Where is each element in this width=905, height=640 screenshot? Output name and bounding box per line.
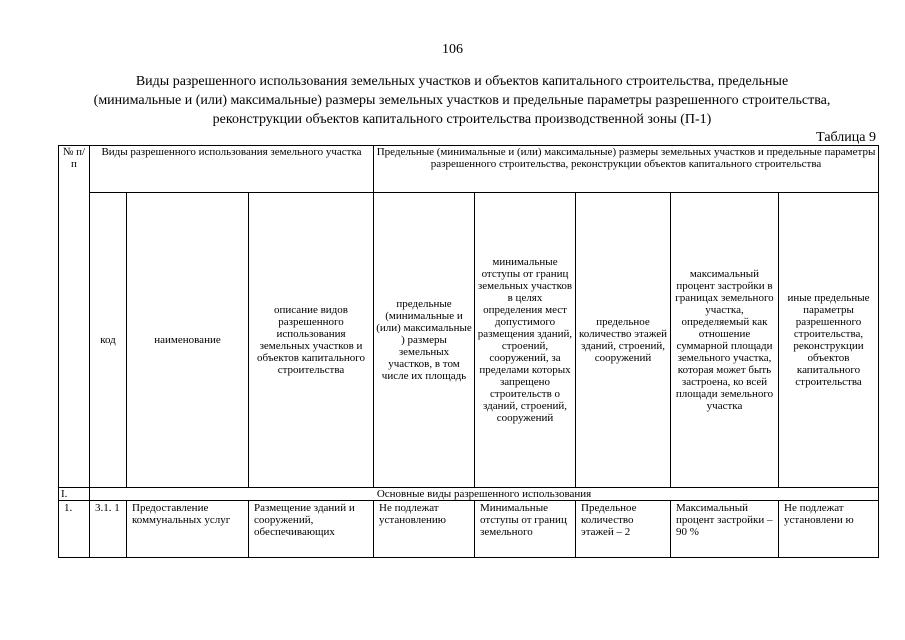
row-plot-size: Не подлежат установлению (374, 501, 475, 558)
table-row (59, 501, 879, 558)
row-coverage: Максимальный процент застройки – 90 % (671, 501, 779, 558)
section-row (59, 488, 879, 501)
row-setbacks: Минимальные отступы от границ земельного (475, 501, 576, 558)
header-row-columns (59, 193, 879, 488)
section-num: I. (59, 488, 90, 501)
page-number: 106 (442, 42, 463, 57)
header-coverage: максимальный процент застройки в границах земельного участка, определяемый как отношение суммарной площади земельного участка, которая может быть застроена, ко всей площади земельного участка (671, 193, 779, 488)
header-floors: предельное количество этажей зданий, строений, сооружений (576, 193, 671, 488)
table-caption: Таблица 9 (816, 130, 876, 145)
header-description: описание видов разрешенного использования земельных участков и объектов капитального строительства (249, 193, 374, 488)
header-row-groups (59, 146, 879, 193)
title-line: (минимальные и (или) максимальные) размеры земельных участков и предельные параметры разрешенного строительства, (93, 93, 831, 108)
title-line: Виды разрешенного использования земельных участков и объектов капитального строительства, предельные (135, 74, 789, 89)
row-floors: Предельное количество этажей – 2 (576, 501, 671, 558)
header-num: № п/п (59, 146, 90, 488)
land-use-table (58, 145, 879, 558)
header-other: иные предельные параметры разрешенного строительства, реконструкции объектов капитального строительства (779, 193, 879, 488)
header-vri-group: Виды разрешенного использования земельного участка (90, 146, 374, 193)
header-code: код (90, 193, 127, 488)
header-limits-group: Предельные (минимальные и (или) максимальные) размеры земельных участков и предельные параметры разрешенного строительства, реконструкции объектов капитального строительства (374, 146, 879, 193)
header-setbacks: минимальные отступы от границ земельных участков в целях определения мест допустимого размещения зданий, строений, сооружений, за пределами которых запрещено строительств о зданий, строений, сооружений (475, 193, 576, 488)
header-plot-size: предельные (минимальные и (или) максимальные ) размеры земельных участков, в том числе их площадь (374, 193, 475, 488)
row-description: Размещение зданий и сооружений, обеспечивающих (249, 501, 374, 558)
row-num: 1. (59, 501, 90, 558)
title-line: реконструкции объектов капитального строительства производственной зоны (П-1) (212, 112, 712, 127)
header-name: наименование (127, 193, 249, 488)
document-title (58, 72, 866, 129)
row-name: Предоставление коммунальных услуг (127, 501, 249, 558)
row-other: Не подлежат установлени ю (779, 501, 879, 558)
row-code: 3.1. 1 (90, 501, 127, 558)
section-title: Основные виды разрешенного использования (90, 488, 879, 501)
